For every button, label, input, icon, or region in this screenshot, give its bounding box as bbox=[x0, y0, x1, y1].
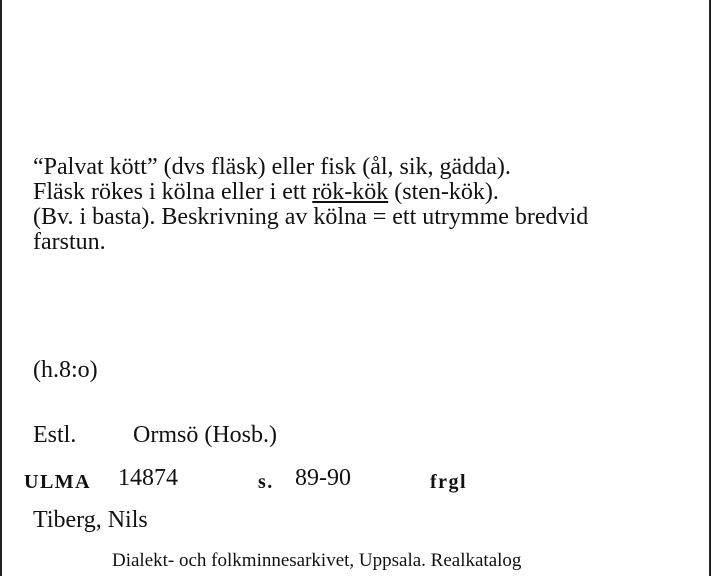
archive-number: 14874 bbox=[118, 465, 178, 491]
archive-tag: frgl bbox=[430, 471, 468, 493]
archive-label: ULMA bbox=[24, 471, 92, 493]
card-description bbox=[33, 155, 693, 255]
collector-name: Tiberg, Nils bbox=[33, 507, 148, 533]
description-line-1: “Palvat kött” (dvs fläsk) eller fisk (ål, sik, gädda). bbox=[33, 154, 511, 180]
description-line-2 bbox=[33, 180, 693, 205]
page-range: 89-90 bbox=[295, 465, 351, 491]
description-line-4: farstun. bbox=[33, 229, 106, 255]
description-line-2-end: (sten-kök). bbox=[388, 179, 499, 205]
underlined-term: rök-kök bbox=[312, 179, 389, 205]
place-label: Ormsö (Hosb.) bbox=[133, 422, 277, 448]
description-line-3: (Bv. i basta). Beskrivning av kölna = ett utrymme bredvid bbox=[33, 204, 589, 230]
format-code: (h.8:o) bbox=[33, 357, 98, 383]
description-line-2-start: Fläsk rökes i kölna eller i ett bbox=[33, 179, 313, 205]
archive-footer: Dialekt- och folkminnesarkivet, Uppsala. Realkatalog bbox=[112, 550, 522, 571]
page-label: s. bbox=[258, 471, 274, 493]
region-label: Estl. bbox=[33, 422, 77, 448]
